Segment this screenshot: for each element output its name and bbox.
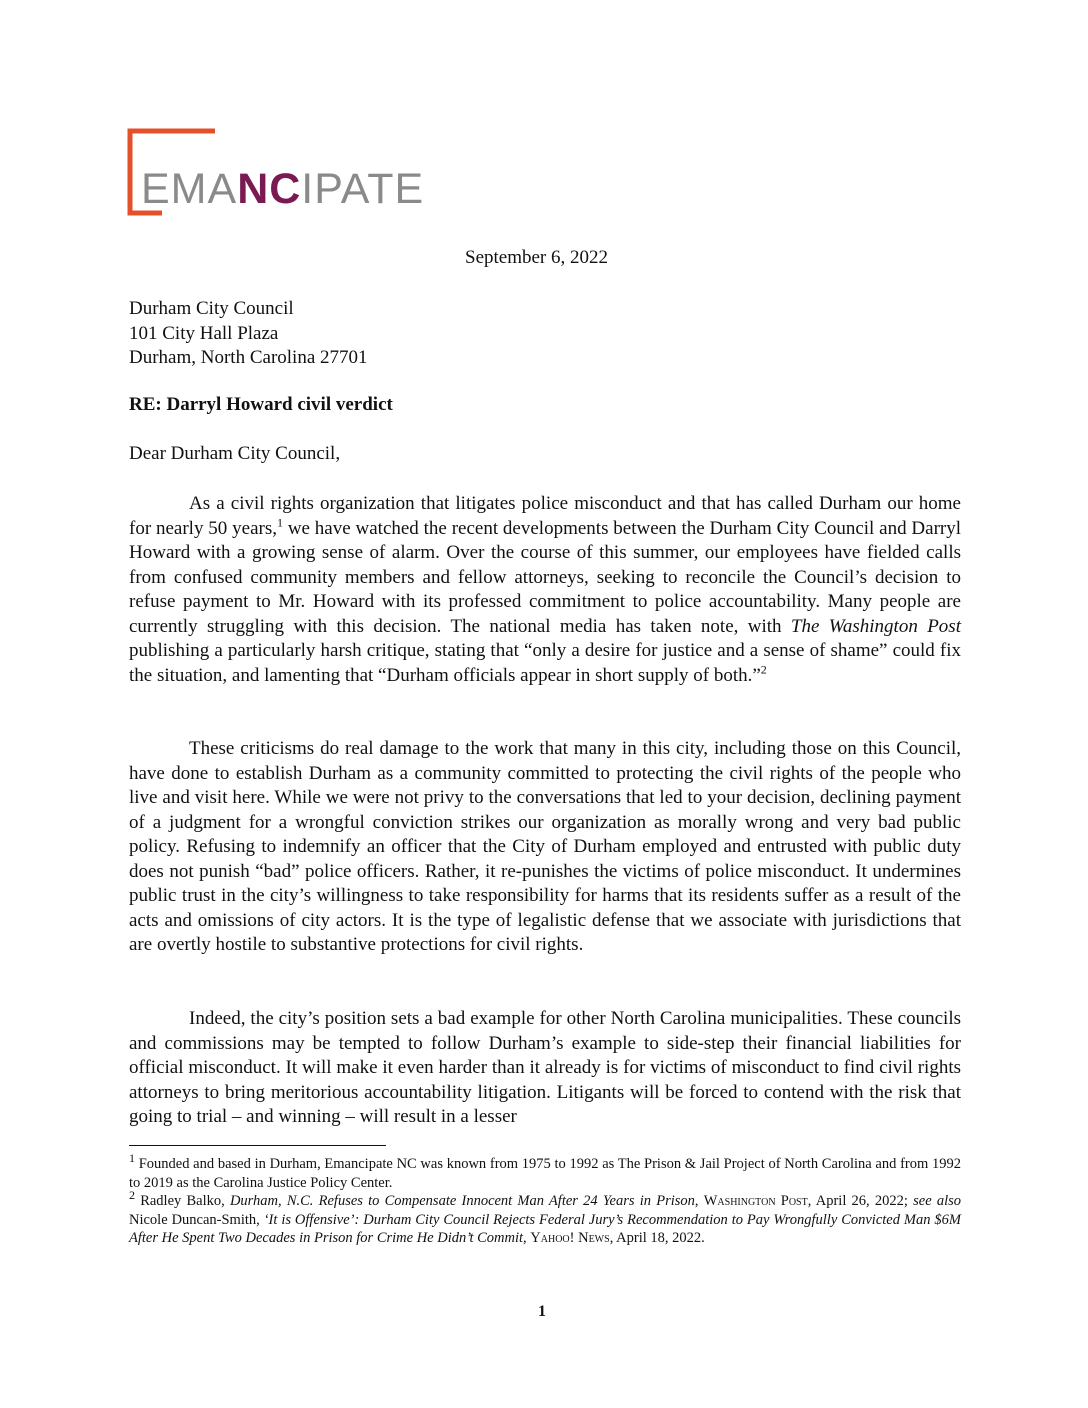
- address-line-1: Durham City Council: [129, 298, 294, 319]
- page-number: 1: [538, 1303, 546, 1320]
- logo-wordmark: [141, 165, 425, 213]
- footnote-ref-2: 2: [760, 662, 767, 677]
- fn2-see-also: see also: [913, 1193, 961, 1209]
- footnote-1: [129, 1151, 961, 1192]
- p1-text-a: As a civil rights organization that litigates police misconduct and that has called Durham our home for nearly 50 years,: [129, 493, 961, 539]
- fn2-title-2: ‘It is Offensive’: Durham City Council Rejects Federal Jury’s Recommendation to Pay Wrongfully Convicted Man $6M After He Spent Two Decades in Prison for Crime He Didn’t Commit: [129, 1211, 961, 1246]
- fn2-author-1: Radley Balko,: [135, 1193, 230, 1209]
- logo-text-ipate: IPATE: [301, 165, 425, 213]
- fn2-author-2: Nicole Duncan-Smith,: [129, 1211, 264, 1228]
- footnotes: [129, 1151, 961, 1248]
- p1-publication: The Washington Post: [790, 615, 961, 637]
- fn2-date-2: , April 18, 2022.: [609, 1230, 705, 1246]
- footnote-1-text: Founded and based in Durham, Emancipate NC was known from 1975 to 1992 as The Prison & Jail Project of North Carolina and from 1992 to 2019 as the Carolina Justice Policy Center.: [129, 1156, 961, 1191]
- recipient-address: [129, 297, 368, 371]
- p1-text-c: publishing a particularly harsh critique, stating that “only a desire for justice and a sense of shame” could fix the situation, and lamenting that “Durham officials appear in short supply of both.”: [129, 640, 961, 686]
- logo-text-nc: NC: [237, 165, 302, 213]
- re-line: RE: Darryl Howard civil verdict: [129, 394, 393, 415]
- footnote-1-number: 1: [129, 1151, 135, 1166]
- fn2-publication-1: Washington Post: [703, 1193, 808, 1209]
- fn2-date-1: , April 26, 2022;: [807, 1193, 914, 1209]
- address-line-2: 101 City Hall Plaza: [129, 322, 279, 344]
- footnote-ref-1: 1: [276, 515, 283, 530]
- address-line-3: Durham, North Carolina 27701: [129, 347, 368, 368]
- letter-date: September 6, 2022: [465, 247, 609, 268]
- footnote-divider: [129, 1145, 386, 1146]
- salutation: Dear Durham City Council,: [129, 443, 341, 464]
- logo-text-ema: EMA: [141, 165, 238, 213]
- p3-text: Indeed, the city’s position sets a bad example for other North Carolina municipalities. These councils and commissions may be tempted to follow Durham’s example to side-step their financial liabilities for official misconduct. It will make it even harder than it already is for victims of misconduct to find civil rights attorneys to bring meritorious accountability litigation. Litigants will be forced to contend with the risk that going to trial – and winning – will result in a lesser: [129, 1008, 961, 1127]
- p1-text-b: we have watched the recent developments between the Durham City Council and Darryl Howard with a growing sense of alarm. Over the course of this summer, our employees have fielded calls from confused community members and fellow attorneys, seeking to reconcile the Council’s decision to refuse payment to Mr. Howard with its professed commitment to police accountability. Many people are currently struggling with this decision. The national media has taken note, with: [129, 517, 962, 637]
- paragraph-3: [129, 1007, 961, 1130]
- footnote-2: $^2$ Radley Balko, Durham, N.C. Refuses to Compensate Innocent Man After 24 Years in Prison, Washington Post, April 26, 2022; see also Nicole Duncan-Smith, ‘It is Offensive’: Durham City Council Rejects Federal Jury’s Recommendation to Pay Wrongfully Convicted Man $6M After He Spent Two Decades in Prison for Crime He Didn’t Commit, Yahoo! News, April 18, 2022.: [129, 1188, 961, 1246]
- paragraph-1: [129, 492, 961, 688]
- footnote-2-number: 2: [129, 1188, 135, 1203]
- emancipate-logo: [127, 128, 487, 220]
- p2-text: These criticisms do real damage to the work that many in this city, including those on this Council, have done to establish Durham as a community committed to protecting the civil rights of the people who live and visit here. While we were not privy to the conversations that led to your decision, declining payment of a judgment for a wrongful conviction strikes our organization as morally wrong and very bad public policy. Refusing to indemnify an officer that the City of Durham employed and entrusted with public duty does not punish “bad” police officers. Rather, it re-punishes the victims of police misconduct. It undermines public trust in the city’s willingness to take responsibility for harms that its residents suffer as a result of the acts and omissions of city actors. It is the type of legalistic defense that we associate with jurisdictions that are overtly hostile to substantive protections for civil rights.: [129, 738, 961, 955]
- paragraph-2: [129, 737, 961, 958]
- fn2-title-1: Durham, N.C. Refuses to Compensate Innocent Man After 24 Years in Prison: [229, 1193, 695, 1209]
- fn2-publication-2: Yahoo! News: [530, 1230, 610, 1246]
